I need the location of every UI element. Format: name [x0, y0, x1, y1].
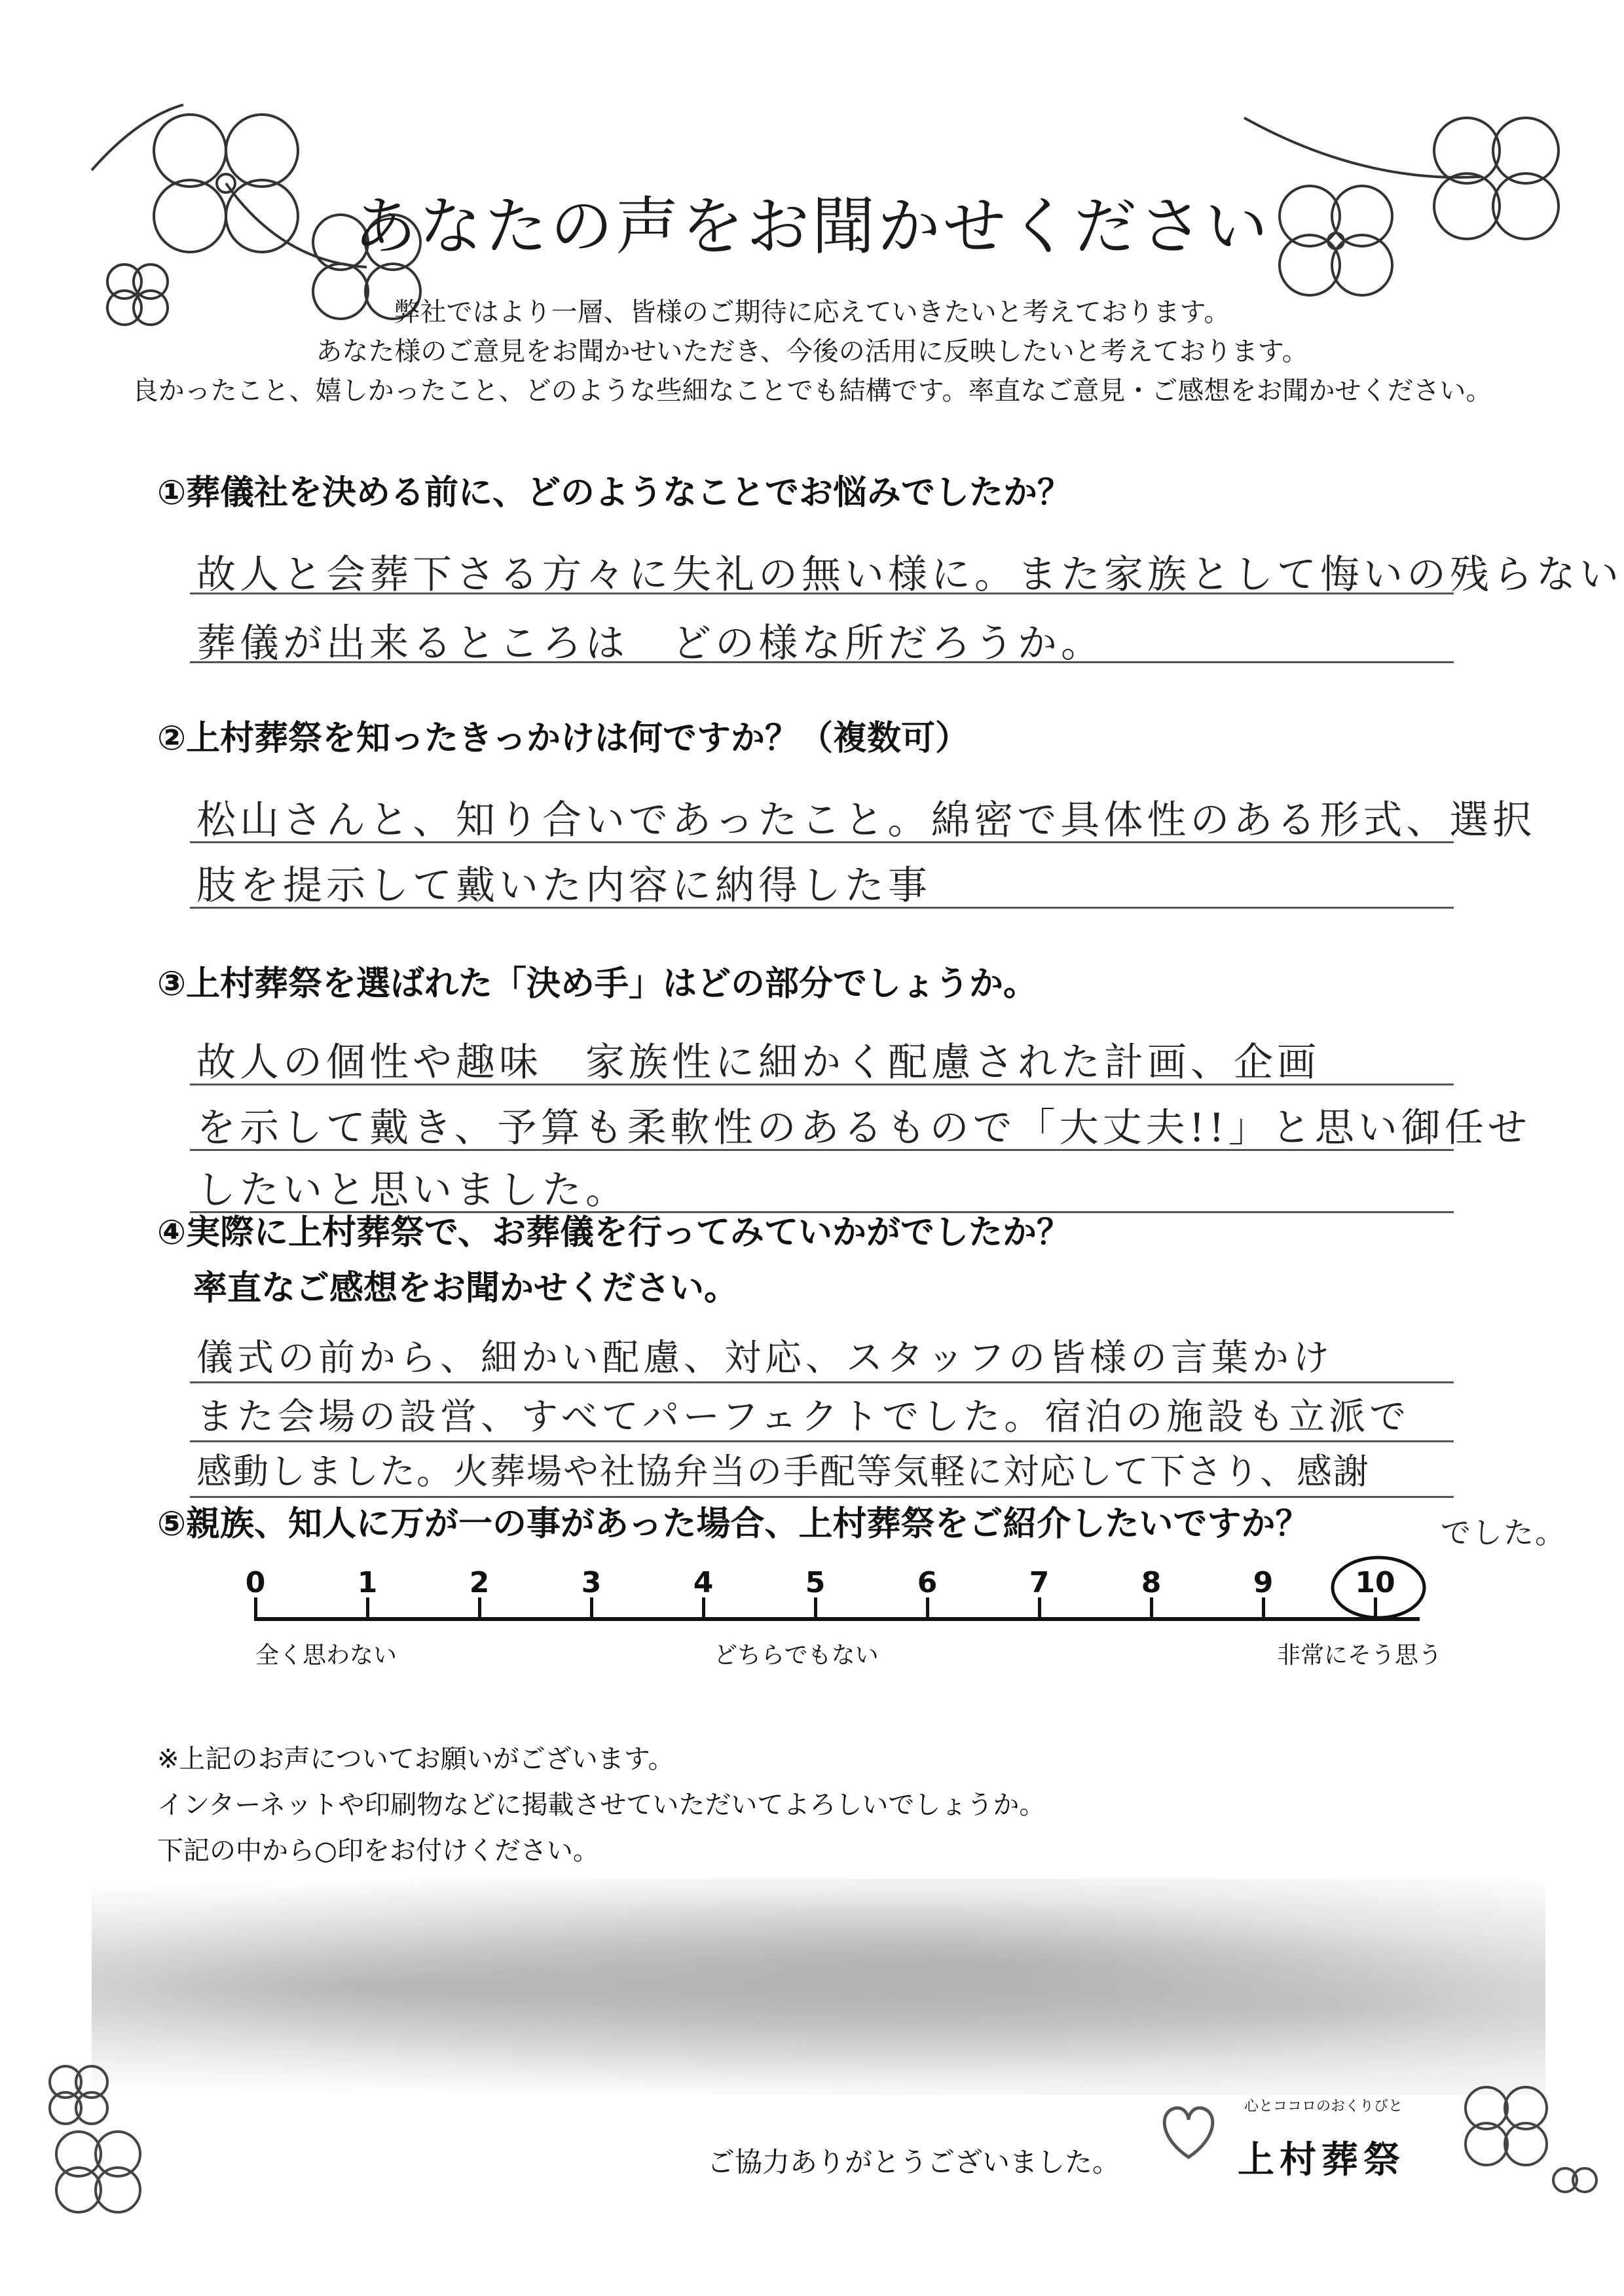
intro-line-3: 良かったこと、嬉しかったこと、どのような些細なことでも結構です。率直なご意見・ご感想をお聞かせください。 [132, 376, 1492, 406]
answer-rule [190, 1440, 1454, 1442]
scale-number: 1 [357, 1566, 378, 1599]
scale-tick [1150, 1597, 1153, 1618]
question-4-sub: 率直なご感想をお聞かせください。 [193, 1269, 739, 1308]
note-line-3: 下記の中から○印をお付けください。 [157, 1836, 599, 1866]
note-line-2: インターネットや印刷物などに掲載させていただいてよろしいでしょうか。 [157, 1790, 1046, 1820]
question-4: ④実際に上村葬祭で、お葬儀を行ってみていかがでしたか？ [157, 1213, 1071, 1252]
answer-4-line-4: でした。 [1441, 1515, 1566, 1550]
scale-number: 9 [1253, 1566, 1274, 1599]
answer-4-line-3: 感動しました。火葬場や社協弁当の手配等気軽に対応して下さり、感謝 [196, 1451, 1370, 1492]
answer-3-line-2: を示して戴き、予算も柔軟性のあるもので「大丈夫!!」と思い御任せ [196, 1105, 1531, 1151]
scale-tick [702, 1597, 705, 1618]
scale-number: 8 [1141, 1566, 1162, 1599]
answer-1-line-1: 故人と会葬下さる方々に失礼の無い様に。また家族として悔いの残らない [196, 552, 1623, 598]
scale-number: 0 [245, 1566, 266, 1599]
rating-scale-line [254, 1617, 1420, 1621]
logo-tagline: 心とココロのおくりびと [1244, 2098, 1403, 2115]
thanks-message: ご協力ありがとうございました。 [707, 2146, 1120, 2178]
intro-line-2: あなた様のご意見をお聞かせいただき、今後の活用に反映したいと考えております。 [316, 337, 1308, 367]
heart-logo-icon [1153, 2095, 1225, 2167]
answer-2-line-1: 松山さんと、知り合いであったこと。綿密で具体性のある形式、選択 [196, 797, 1536, 843]
selected-rating-circle [1326, 1552, 1431, 1624]
scale-tick [366, 1597, 369, 1618]
answer-3-line-1: 故人の個性や趣味 家族性に細かく配慮された計画、企画 [196, 1040, 1320, 1085]
scale-number: 6 [917, 1566, 938, 1599]
redacted-area [92, 1879, 1545, 2095]
scale-tick [1038, 1597, 1041, 1618]
company-logo-name: 上村葬祭 [1238, 2139, 1405, 2181]
answer-2-line-2: 肢を提示して戴いた内容に納得した事 [196, 863, 931, 909]
page-title: あなたの声をお聞かせください [354, 190, 1270, 263]
scale-tick [478, 1597, 481, 1618]
answer-rule [190, 1381, 1454, 1383]
scale-tick [254, 1597, 257, 1618]
answer-4-line-1: 儀式の前から、細かい配慮、対応、スタッフの皆様の言葉かけ [196, 1337, 1333, 1379]
question-2: ②上村葬祭を知ったきっかけは何ですか？（複数可） [157, 719, 970, 758]
scale-label-middle: どちらでもない [714, 1642, 879, 1669]
scale-label-right: 非常にそう思う [1277, 1642, 1443, 1669]
scale-number: 5 [805, 1566, 826, 1599]
scale-number: 7 [1029, 1566, 1050, 1599]
question-5: ⑤親族、知人に万が一の事があった場合、上村葬祭をご紹介したいですか？ [157, 1504, 1310, 1544]
answer-1-line-2: 葬儀が出来るところは どの様な所だろうか。 [196, 621, 1104, 666]
note-line-1: ※上記のお声についてお願いがございます。 [157, 1744, 674, 1774]
scale-number: 10 [1355, 1566, 1395, 1599]
scale-number: 3 [581, 1566, 602, 1599]
answer-4-line-2: また会場の設営、すべてパーフェクトでした。宿泊の施設も立派で [196, 1396, 1411, 1438]
scale-number: 4 [693, 1566, 714, 1599]
scale-tick [814, 1597, 817, 1618]
scale-number: 2 [469, 1566, 490, 1599]
scale-tick [590, 1597, 593, 1618]
question-1: ①葬儀社を決める前に、どのようなことでお悩みでしたか？ [157, 473, 1072, 513]
scale-tick [926, 1597, 929, 1618]
question-3: ③上村葬祭を選ばれた「決め手」はどの部分でしょうか。 [157, 964, 1038, 1004]
intro-line-1: 弊社ではより一層、皆様のご期待に応えていきたいと考えております。 [394, 297, 1230, 327]
scale-tick [1262, 1597, 1265, 1618]
answer-3-line-3: したいと思いました。 [196, 1167, 629, 1213]
scale-label-left: 全く思わない [255, 1642, 397, 1669]
